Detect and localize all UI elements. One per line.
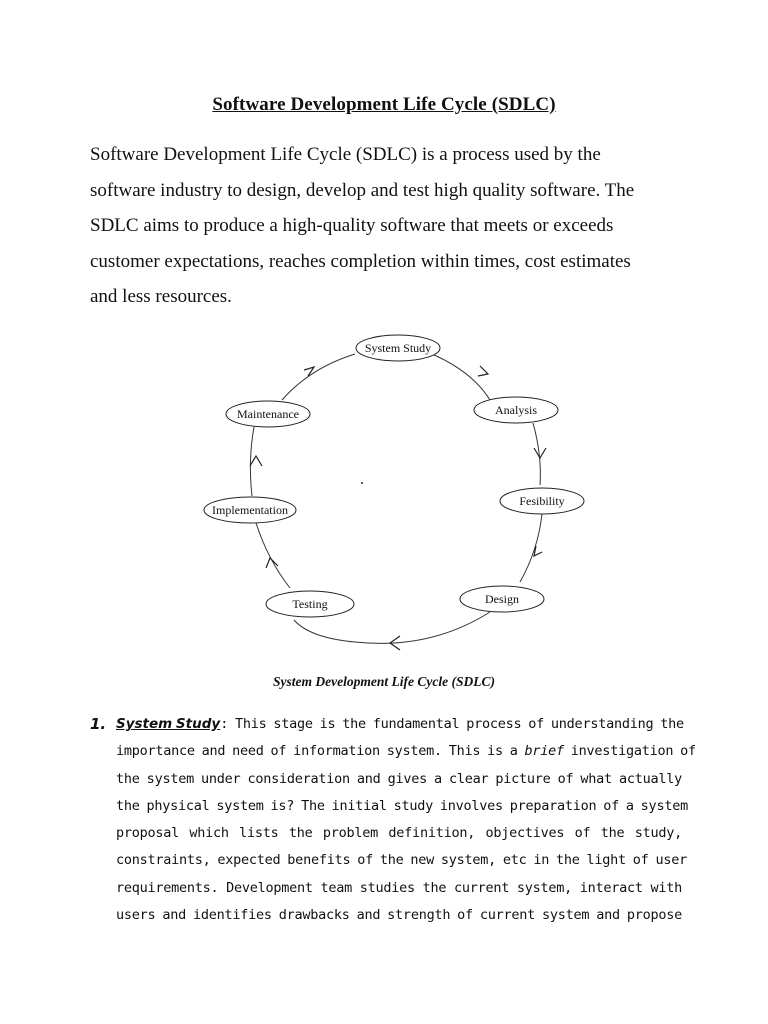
node-label: Maintenance [237,407,299,421]
sdlc-cycle-diagram [190,320,590,660]
intro-line: software industry to design, develop and test high quality software. The [90,179,635,201]
item-line-text: : This stage is the fundamental process of understanding the [220,716,684,732]
node-label: Fesibility [519,494,565,508]
intro-line: Software Development Life Cycle (SDLC) is a process used by the [90,144,601,165]
arrowhead [304,367,314,376]
arrowhead [534,448,546,458]
arc-maintenance-study [282,354,355,400]
item-line [116,711,682,738]
item-line: constraints, expected benefits of the new system, etc in the light of user [116,852,687,869]
item-line: the system under consideration and gives a clear picture of what actually [116,770,682,787]
list-item-term: System Study [116,716,221,732]
arrowhead [534,546,542,556]
arrowhead [478,366,488,376]
arc-fesibility-design [520,514,542,582]
list-item [90,711,696,929]
node-label: Analysis [495,403,537,417]
list-item-body [116,711,696,929]
intro-line: customer expectations, reaches completion within times, cost estimates [90,250,631,272]
intro-line: and less resources. [90,286,232,308]
arc-testing-implementation [256,523,290,588]
intro-line: SDLC aims to produce a high-quality software that meets or exceeds [90,215,614,237]
center-dot [361,482,363,484]
list-item-number: 1. [90,715,107,733]
document-title: Software Development Life Cycle (SDLC) [212,94,556,115]
node-label: System Study [364,341,432,355]
arrowhead [266,558,278,568]
item-line: users and identifies drawbacks and strength of current system and propose [116,907,682,924]
item-line: requirements. Development team studies the current system, interact with [116,879,682,896]
item-emphasis: brief [524,743,564,760]
item-line: the physical system is? The initial study involves preparation of a system [116,797,688,814]
diagram-caption: System Development Life Cycle (SDLC) [273,674,495,689]
arc-study-analysis [422,350,490,400]
item-line-text: importance and need of information system. This is a [116,743,525,760]
intro-paragraph [90,137,682,315]
node-label: Testing [292,597,328,611]
node-label: Design [485,592,519,606]
arrowhead [250,456,262,466]
arc-analysis-fesibility [533,423,540,485]
item-line: proposal which lists the problem definition, objectives of the study, [116,825,682,842]
item-line [116,738,696,765]
node-label: Implementation [212,503,288,517]
item-line-text: investigation of [563,743,696,760]
